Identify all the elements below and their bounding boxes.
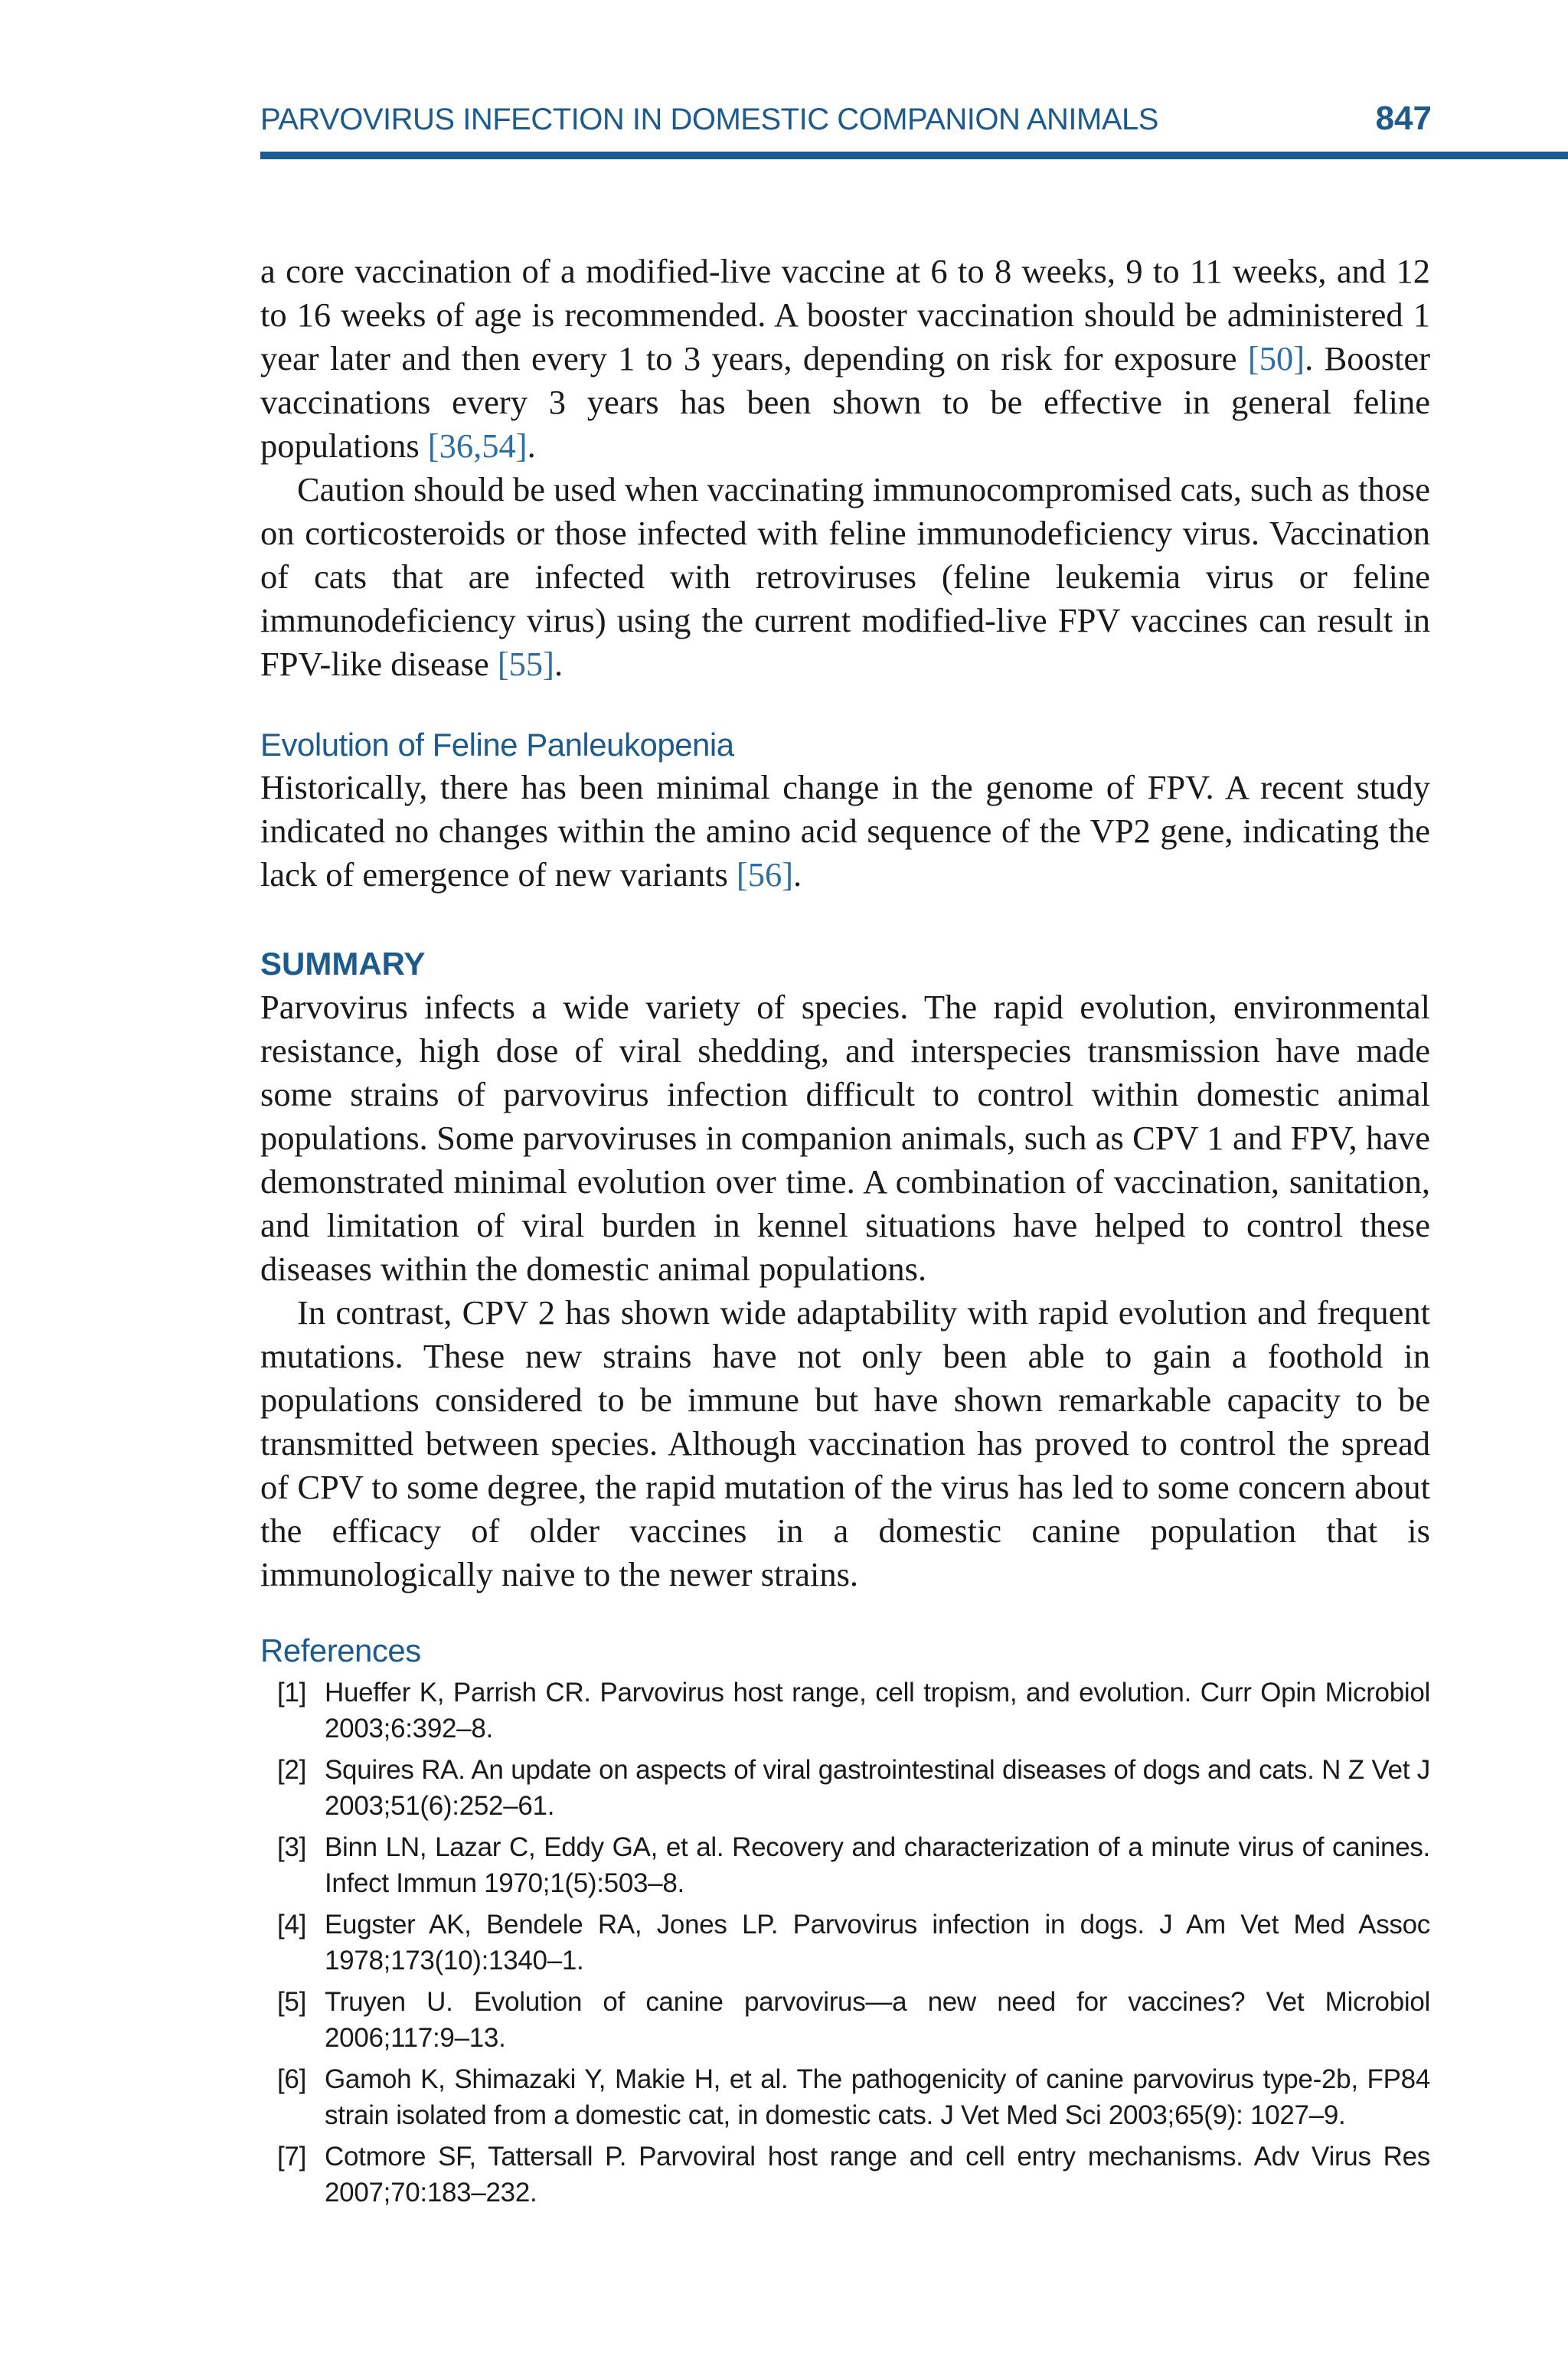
running-title: PARVOVIRUS INFECTION IN DOMESTIC COMPANION ANIMALS [260, 103, 1158, 136]
reference-text: Hueffer K, Parrish CR. Parvovirus host range, cell tropism, and evolution. Curr Opin Microbiol 2003;6:392–8. [325, 1678, 1430, 1744]
reference-item [260, 1829, 1430, 1901]
running-header [260, 93, 1568, 138]
evolution-heading: Evolution of Feline Panleukopenia [260, 727, 734, 763]
reference-number: [2] [277, 1755, 307, 1785]
summary-heading: SUMMARY [260, 946, 426, 982]
paragraph-text: . [793, 855, 802, 894]
reference-number: [3] [277, 1832, 307, 1862]
paragraph-text: . [554, 645, 564, 683]
page-number: 847 [1375, 100, 1432, 137]
reference-item [260, 1675, 1430, 1747]
paragraph-contrast: In contrast, CPV 2 has shown wide adaptability with rapid evolution and frequent mutations. These new strains have not only been able to gain a foothold in populations considered to be immune but have shown remarkable capacity to be transmitted between species. Although vaccination has proved to control the spread of CPV to some degree, the rapid mutation of the virus has led to some concern about the efficacy of older vaccines in a domestic canine population that is immunologically naive to the newer strains. [260, 1293, 1430, 1593]
header-rule [260, 152, 1568, 159]
paragraph-text: . [527, 426, 536, 465]
article-body [260, 250, 1430, 2216]
reference-number: [7] [277, 2142, 307, 2172]
citation-link[interactable]: [36,54] [427, 426, 528, 465]
reference-number: [6] [277, 2064, 307, 2094]
paragraph-text: . Booster vaccinations every 3 years has been shown to be effective in general feline populations [260, 339, 1431, 465]
paragraph-text: a core vaccination of a modified-live vaccine at 6 to 8 weeks, 9 to 11 weeks, and 12 to 16 weeks of age is recommended. A booster vaccination should be administered 1 year later and then every 1 to 3 years, depending on risk for exposure [260, 252, 1430, 377]
reference-list [260, 1675, 1430, 2211]
reference-number: [5] [277, 1987, 307, 2017]
reference-item [260, 2139, 1430, 2211]
citation-link[interactable]: [55] [497, 645, 554, 683]
reference-text: Truyen U. Evolution of canine parvovirus—a new need for vaccines? Vet Microbiol 2006;117:9–13. [325, 1987, 1430, 2053]
citation-link[interactable]: [50] [1247, 339, 1305, 377]
reference-item [260, 1907, 1430, 1979]
reference-text: Cotmore SF, Tattersall P. Parvoviral host range and cell entry mechanisms. Adv Virus Res 2007;70:183–232. [325, 2142, 1430, 2208]
paragraph-vaccination-schedule [260, 250, 1430, 468]
reference-item [260, 1752, 1430, 1824]
references-heading: References [260, 1632, 421, 1668]
reference-text: Gamoh K, Shimazaki Y, Makie H, et al. The pathogenicity of canine parvovirus type-2b, FP84 strain isolated from a domestic cat, in domestic cats. J Vet Med Sci 2003;65(9): 1027–9. [325, 2064, 1430, 2130]
reference-item [260, 1984, 1430, 2056]
reference-text: Squires RA. An update on aspects of viral gastrointestinal diseases of dogs and cats. N Z Vet J 2003;51(6):252–61. [325, 1755, 1430, 1821]
paragraph-text: Caution should be used when vaccinating immunocompromised cats, such as those on corticosteroids or those infected with feline immunodeficiency virus. Vaccination of cats that are infected with retroviruses (feline leukemia virus or feline immunodeficiency virus) using the current modified-live FPV vaccines can result in FPV-like disease [260, 470, 1430, 683]
paragraph-caution [260, 468, 1430, 686]
reference-item [260, 2061, 1430, 2133]
citation-link[interactable]: [56] [736, 855, 794, 894]
reference-number: [4] [277, 1910, 307, 1940]
reference-text: Eugster AK, Bendele RA, Jones LP. Parvovirus infection in dogs. J Am Vet Med Assoc 1978;173(10):1340–1. [325, 1910, 1430, 1976]
reference-text: Binn LN, Lazar C, Eddy GA, et al. Recovery and characterization of a minute virus of canines. Infect Immun 1970;1(5):503–8. [325, 1832, 1430, 1898]
paragraph-summary: Parvovirus infects a wide variety of species. The rapid evolution, environmental resistance, high dose of viral shedding, and interspecies transmission have made some strains of parvovirus infection difficult to control within domestic animal populations. Some parvoviruses in companion animals, such as CPV 1 and FPV, have demonstrated minimal evolution over time. A combination of vaccination, sanitation, and limitation of viral burden in kennel situations have helped to control these diseases within the domestic animal populations. [260, 988, 1430, 1288]
reference-number: [1] [277, 1678, 307, 1708]
paragraph-text: Historically, there has been minimal change in the genome of FPV. A recent study indicated no changes within the amino acid sequence of the VP2 gene, indicating the lack of emergence of new variants [260, 768, 1430, 894]
paragraph-evolution [260, 766, 1430, 897]
